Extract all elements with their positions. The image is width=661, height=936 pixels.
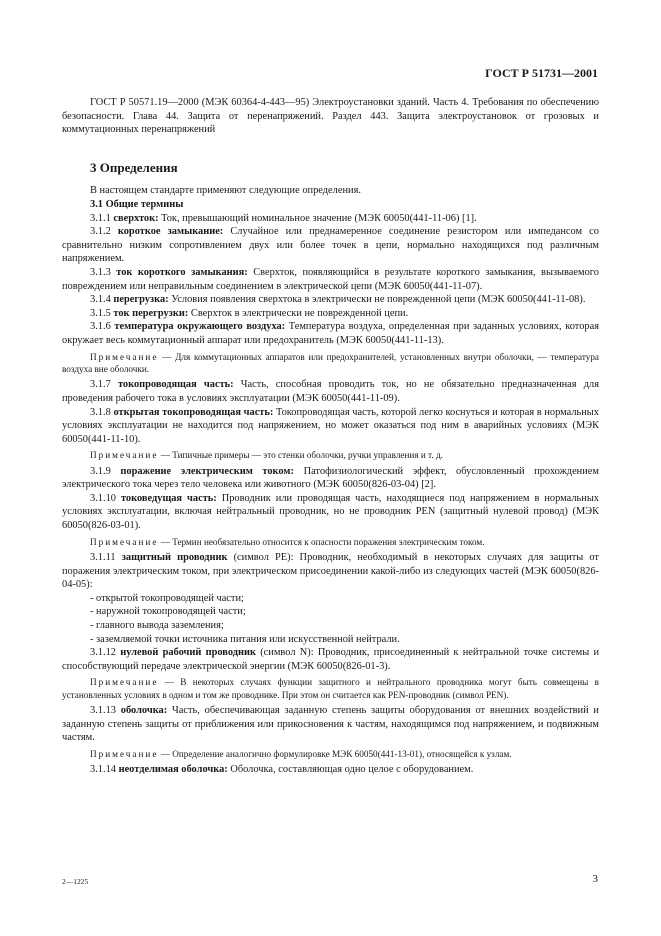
definition-3-1-9: 3.1.9 поражение электрическим током: Патофизиологический эффект, обусловленный прохождением электрического тока через тело человека или животного (МЭК 60050(826-03-04) [2].: [62, 465, 599, 491]
definition-3-1-11: 3.1.11 защитный проводник (символ PE): Проводник, необходимый в некоторых случаях для защиты от поражения электрическим током, при электрическом присоединении какой-либо из следующих частей (МЭК 60050(826-04-05):: [62, 552, 599, 591]
definition-3-1-6: 3.1.6 температура окружающего воздуха: Температура воздуха, определенная при заданных условиях, которая окружает весь коммутационный аппарат или предохранитель (МЭК 60050(441-11-13).: [62, 321, 599, 346]
note-1: Примечание — Для коммутационных аппаратов или предохранителей, установленных внутри оболочки, — температура воздуха вне оболочки.: [62, 351, 599, 374]
definition-3-1-5: 3.1.5 ток перегрузки: Сверхток в электрически не поврежденной цепи.: [90, 307, 409, 319]
intro-text: В настоящем стандарте применяют следующие определения.: [90, 185, 361, 197]
list-item: - главного вывода заземления;: [90, 620, 224, 632]
subsection-title: 3.1 Общие термины: [90, 198, 184, 210]
definition-3-1-3: 3.1.3 ток короткого замыкания: Сверхток, появляющийся в результате короткого замыкания, вызываемого повреждением или неправильным соединением в электрической цепи (МЭК 60050(441-11-07).: [62, 266, 599, 292]
note-4: Примечание — В некоторых случаях функции защитного и нейтрального проводника могут быть совмещены в установленных условиях в одном и том же проводнике. При этом он считается как PEN-проводник (символ PEN).: [62, 677, 599, 700]
note-3: Примечание — Термин необязательно относится к опасности поражения электрическим током.: [90, 536, 485, 547]
definition-3-1-1: 3.1.1 сверхток: Ток, превышающий номинальное значение (МЭК 60050(441-11-06) [1].: [90, 212, 477, 224]
note-5: Примечание — Определение аналогично формулировке МЭК 60050(441-13-01), относящейся к узлам.: [90, 749, 512, 759]
list-item: - заземляемой точки источника питания или искусственной нейтрали.: [90, 633, 400, 645]
doc-number: ГОСТ Р 51731—2001: [485, 66, 598, 80]
definition-3-1-12: 3.1.12 нулевой рабочий проводник (символ N): Проводник, присоединенный к нейтральной точке системы и способствующий передаче электрической энергии (МЭК 60050(826-01-3).: [62, 647, 600, 672]
definition-3-1-14: 3.1.14 неотделимая оболочка: Оболочка, составляющая одно целое с оборудованием.: [90, 764, 474, 776]
definition-3-1-2: 3.1.2 короткое замыкание: Случайное или преднамеренное соединение резистором или импедансом со сравнительно низким сопротивлением двух или более точек в цепи, нормально находящихся под различным напряжением.: [62, 226, 599, 265]
definition-3-1-13: 3.1.13 оболочка: Часть, обеспечивающая заданную степень защиты оборудования от внешних воздействий и заданную степень защиты от приближения или прикосновения к частям, находящимся под напряжением, и подвижным частям.: [62, 705, 599, 744]
reference-paragraph: ГОСТ Р 50571.19—2000 (МЭК 60364-4-443—95) Электроустановки зданий. Часть 4. Требования по обеспечению безопасности. Глава 44. Защита от перенапряжений. Раздел 443. Защита электроустановок от грозовых и коммутационных перенапряжений: [62, 97, 599, 136]
note-2: Примечание — Типичные примеры — это стенки оболочки, ручки управления и т. д.: [90, 450, 443, 461]
definition-3-1-8: 3.1.8 открытая токопроводящая часть: Токопроводящая часть, которой легко коснуться и которая в нормальных условиях эксплуатации не находится под напряжением, но может оказаться под ним в аварийных условиях (МЭК 60050(441-11-10).: [62, 406, 599, 445]
definition-3-1-7: 3.1.7 токопроводящая часть: Часть, способная проводить ток, но не обязательно предназначенная для проведения рабочего тока в условиях эксплуатации (МЭК 60050(441-11-09).: [62, 379, 599, 404]
section-title: 3 Определения: [90, 159, 178, 175]
list-item: - открытой токопроводящей части;: [90, 592, 244, 604]
definition-3-1-10: 3.1.10 токоведущая часть: Проводник или проводящая часть, находящиеся под напряжением в нормальных условиях эксплуатации, включая нейтральный проводник, но не проводник PEN (защитный нулевой провод) (МЭК 60050(826-03-01).: [62, 492, 599, 532]
print-code: 2—1225: [62, 877, 89, 886]
definition-3-1-4: 3.1.4 перегрузка: Условия появления сверхтока в электрически не поврежденной цепи (МЭК 60050(441-11-08).: [90, 294, 586, 306]
document-body: [62, 96, 599, 777]
page-number: 3: [592, 873, 598, 885]
list-item: - наружной токопроводящей части;: [90, 606, 246, 618]
